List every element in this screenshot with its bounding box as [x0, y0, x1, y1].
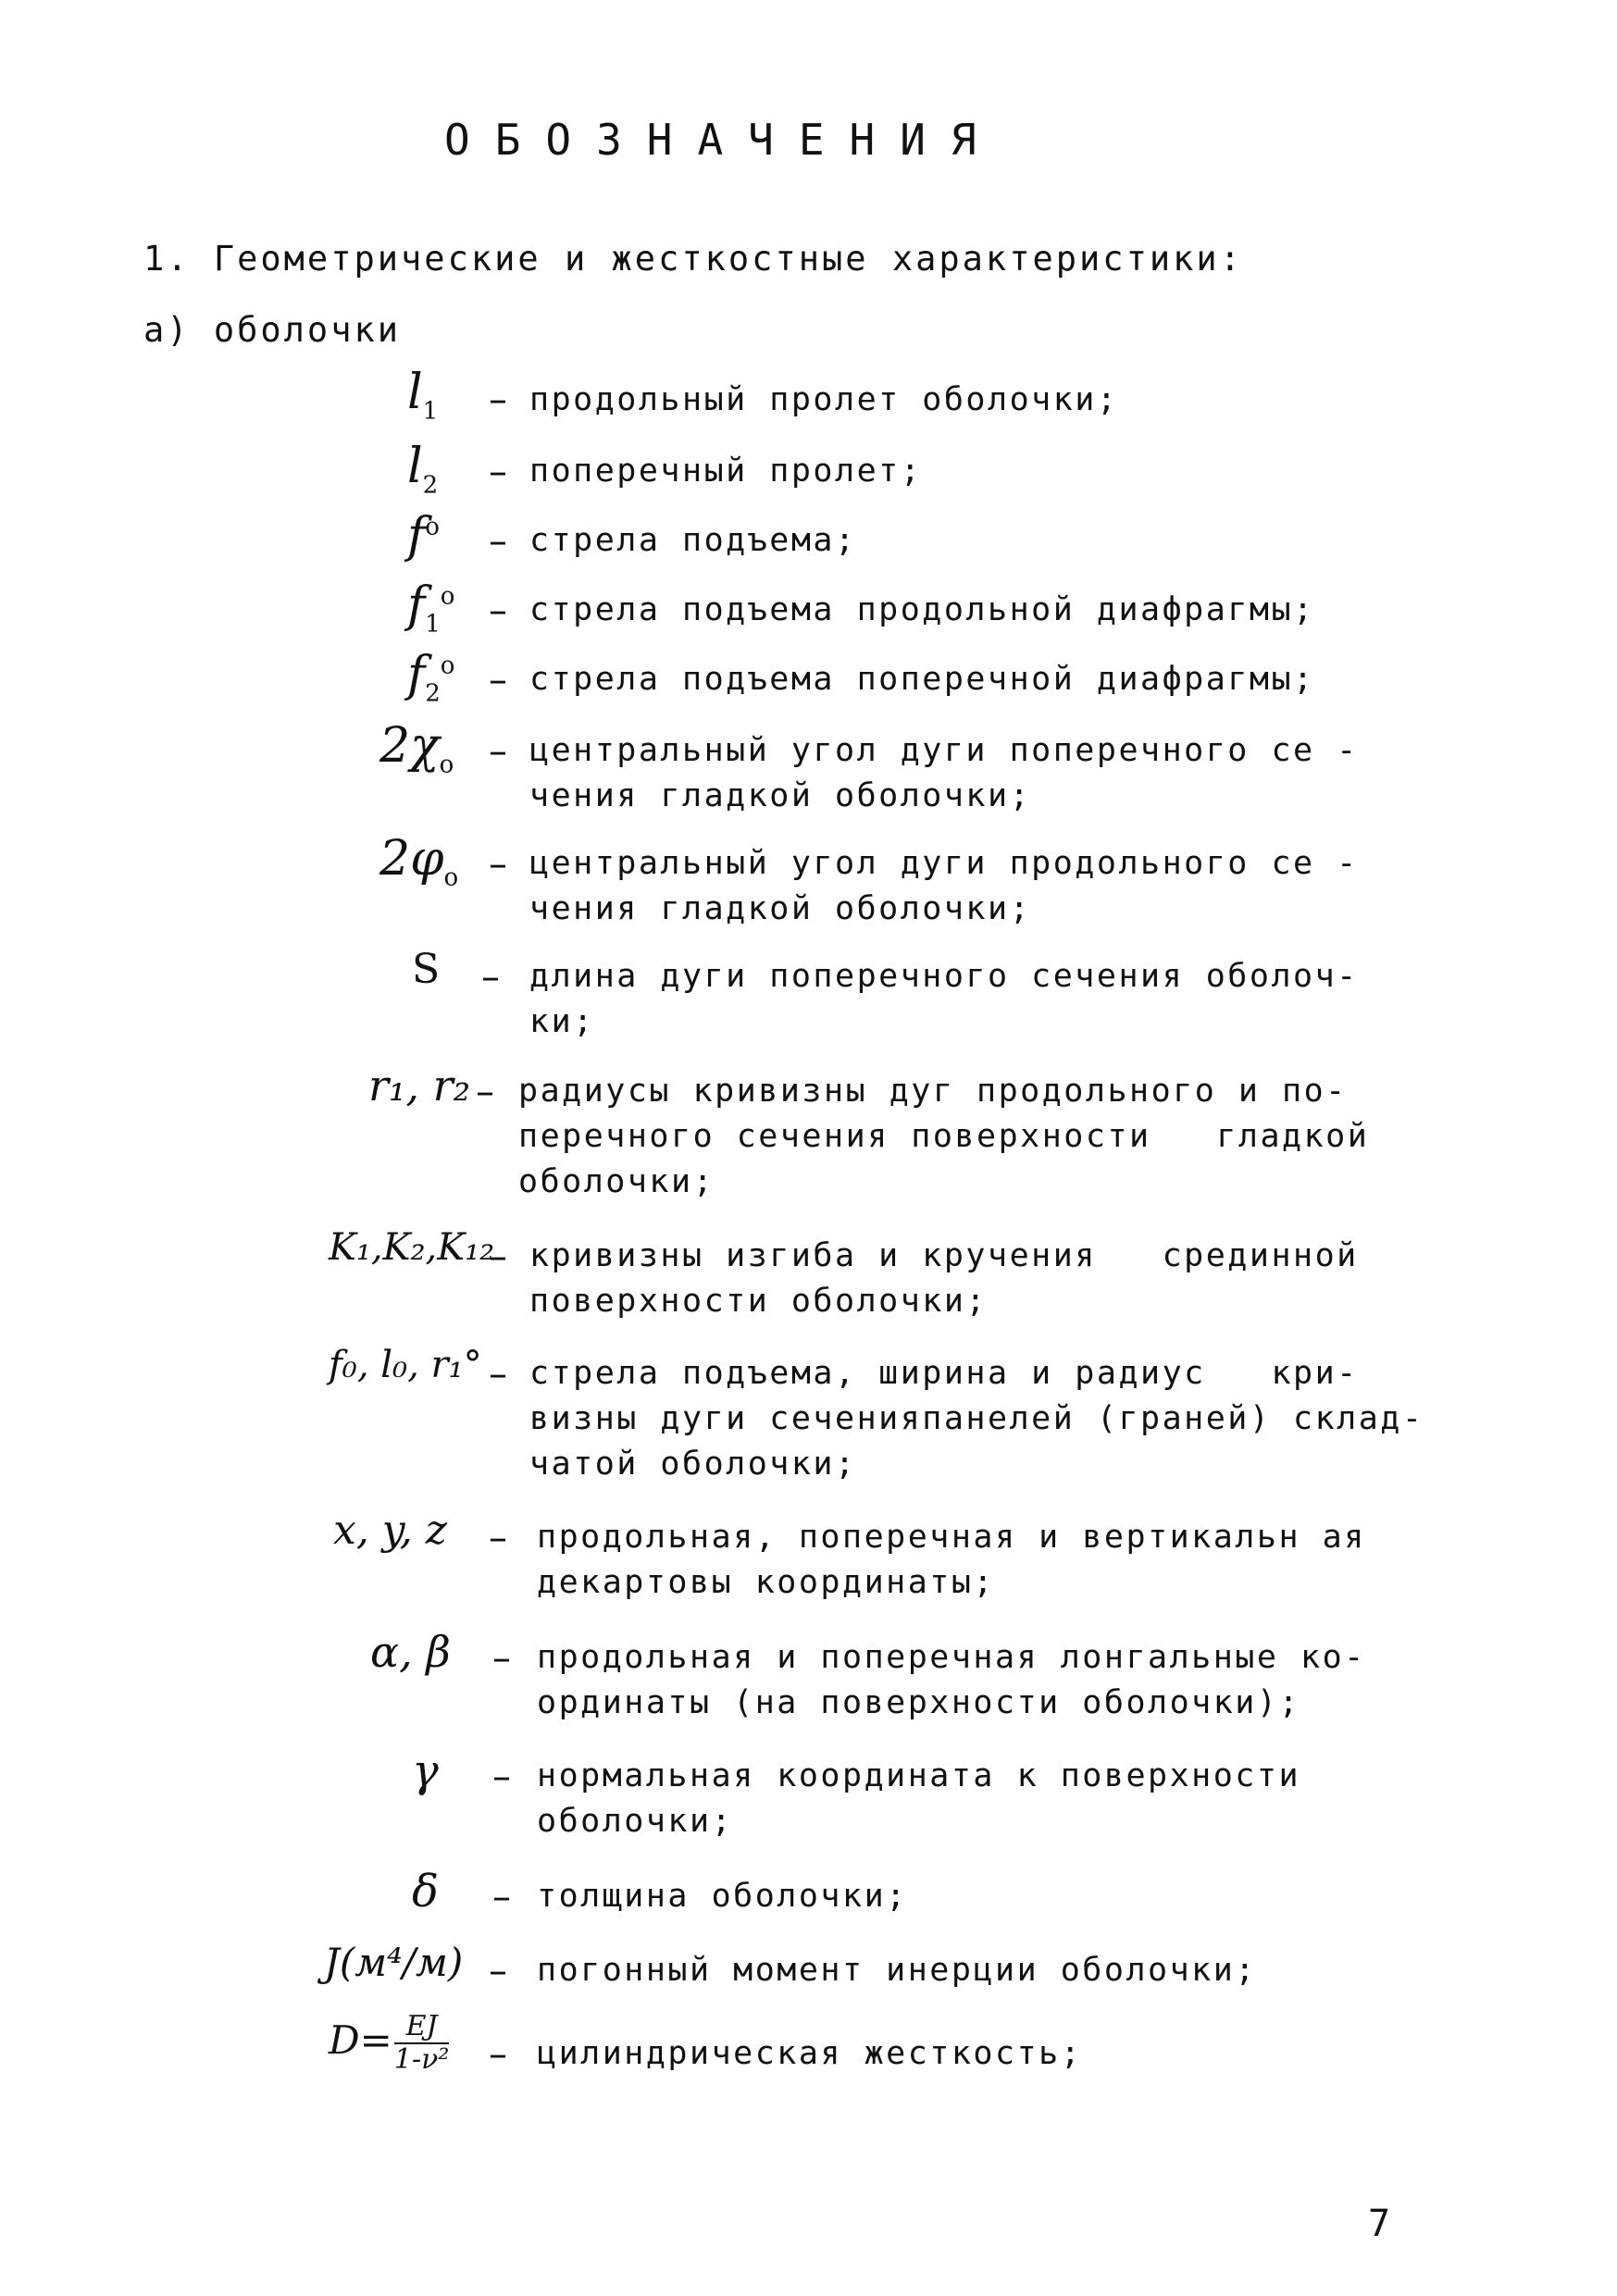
notation-dash: –: [492, 1637, 511, 1680]
notation-dash: –: [489, 451, 507, 493]
subsection-heading: а) оболочки: [143, 310, 402, 350]
notation-symbol: S: [412, 946, 441, 993]
notation-dash: –: [489, 1950, 507, 1992]
notation-symbol: x, y, z: [333, 1507, 447, 1554]
notation-dash: –: [476, 1071, 494, 1113]
page-number: 7: [1368, 2203, 1391, 2245]
notation-dash: –: [489, 730, 507, 773]
notation-dash: –: [489, 1235, 507, 1278]
notation-symbol: $2\varphi_о$: [379, 831, 459, 892]
notation-description: цилиндрическая жесткость;: [537, 2035, 1083, 2072]
notation-symbol: δ: [412, 1866, 439, 1917]
notation-dash: –: [489, 843, 507, 886]
notation-symbol: γ: [412, 1745, 439, 1797]
notation-description: нормальная координата к поверхности оболочки;: [537, 1757, 1301, 1840]
notation-symbol: $f^о$: [407, 508, 440, 564]
notation-description: стрела подъема;: [529, 522, 857, 559]
notation-description: толщина оболочки;: [537, 1878, 908, 1915]
notation-dash: –: [489, 1517, 507, 1559]
notation-description: поперечный пролет;: [529, 453, 923, 490]
notation-symbol: $f_1^о$: [407, 577, 455, 639]
notation-description: стрела подъема, ширина и радиус кри- визны дуги сеченияпанелей (граней) склад- чатой оболочки;: [529, 1355, 1424, 1483]
notation-symbol: $2\chi_о$: [379, 718, 454, 779]
notation-dash: –: [489, 520, 507, 563]
notation-description: стрела подъема поперечной диафрагмы;: [529, 661, 1315, 698]
notation-dash: –: [489, 379, 507, 421]
notation-symbol: r₁, r₂: [368, 1061, 471, 1111]
notation-description: стрела подъема продольной диафрагмы;: [529, 591, 1315, 628]
notation-dash: –: [489, 659, 507, 701]
notation-description: продольная, поперечная и вертикальн ая декартовы координаты;: [537, 1519, 1366, 1601]
notation-dash: –: [489, 590, 507, 632]
notation-dash: –: [492, 1756, 511, 1798]
notation-description: кривизны изгиба и кручения срединной поверхности оболочки;: [529, 1237, 1359, 1320]
notation-description: продольная и поперечная лонгальные ко- ординаты (на поверхности оболочки);: [537, 1639, 1366, 1721]
notation-symbol: D= $\frac{EJ}{\text{1-ν²}}$: [329, 2010, 450, 2076]
stiffness-fraction: $\frac{EJ}{\text{1-ν²}}$: [393, 2010, 450, 2076]
notation-symbol: J(м⁴/м): [324, 1940, 464, 1985]
notation-dash: –: [481, 956, 500, 999]
notation-description: радиусы кривизны дуг продольного и по- перечного сечения поверхности гладкой оболочки;: [518, 1073, 1370, 1200]
notation-dash: –: [492, 1876, 511, 1918]
notation-symbol: α, β: [370, 1627, 451, 1677]
notation-description: центральный угол дуги продольного се - чения гладкой оболочки;: [529, 845, 1359, 927]
notation-dash: –: [489, 1353, 507, 1396]
notation-symbol: f₀, l₀, r₁°: [329, 1344, 482, 1386]
page-title: ОБОЗНАЧЕНИЯ: [444, 115, 1001, 165]
notation-symbol: $f_2^о$: [407, 647, 455, 708]
notation-description: погонный момент инерции оболочки;: [537, 1952, 1257, 1989]
notation-dash: –: [489, 2033, 507, 2076]
notation-description: длина дуги поперечного сечения оболоч- ки;: [529, 958, 1359, 1040]
notation-symbol: $l_1$: [407, 365, 439, 426]
notation-description: продольный пролет оболочки;: [529, 381, 1119, 418]
section-heading: 1. Геометрические и жесткостные характеристики:: [143, 239, 1243, 279]
notation-symbol: K₁,K₂,K₁₂: [329, 1226, 495, 1269]
notation-symbol: $l_2$: [407, 439, 439, 500]
notation-description: центральный угол дуги поперечного се - чения гладкой оболочки;: [529, 732, 1359, 814]
